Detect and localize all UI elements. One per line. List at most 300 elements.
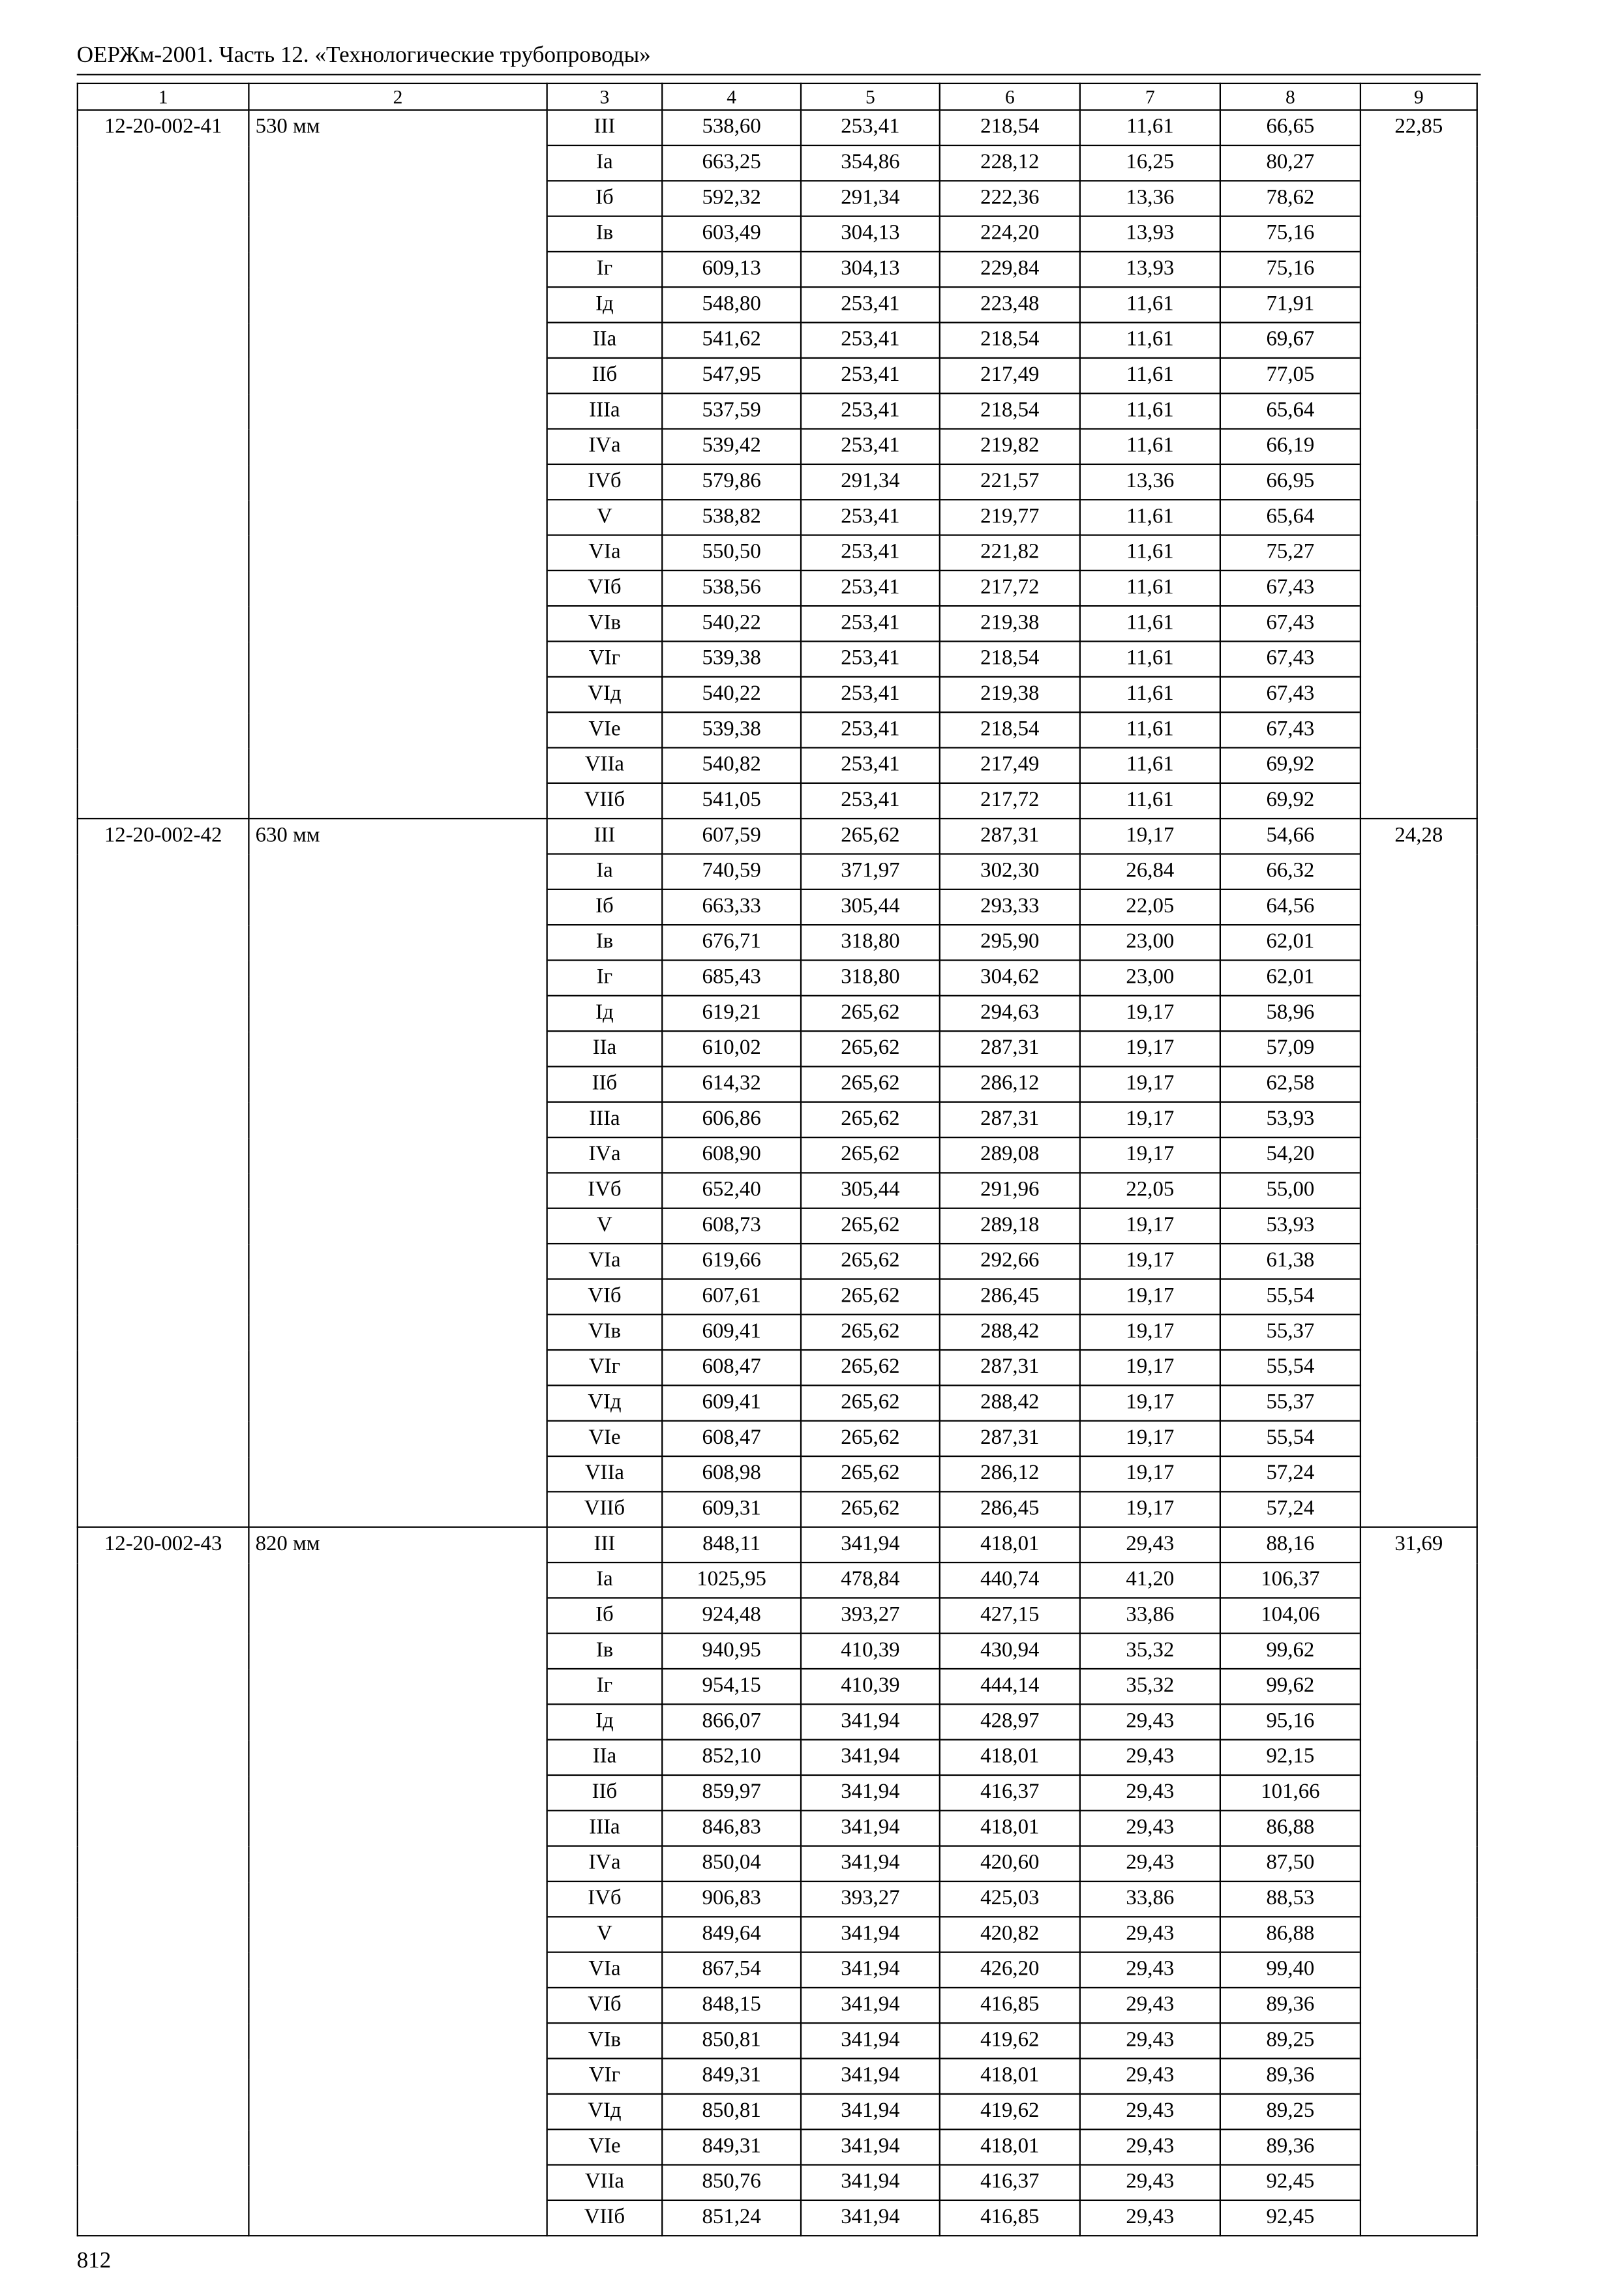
- col6-value-cell: 221,82: [940, 535, 1080, 571]
- col5-value-cell: 341,94: [801, 2165, 940, 2200]
- col4-value-cell: 537,59: [662, 393, 801, 428]
- col8-value-cell: 80,27: [1220, 145, 1361, 181]
- col4-value-cell: 538,82: [662, 500, 801, 535]
- variant-cell: VIа: [547, 1952, 663, 1988]
- col5-value-cell: 253,41: [801, 358, 940, 393]
- col6-value-cell: 418,01: [940, 1527, 1080, 1563]
- col8-value-cell: 99,62: [1220, 1634, 1361, 1669]
- variant-cell: IIб: [547, 358, 663, 393]
- variant-cell: V: [547, 1208, 663, 1244]
- col6-value-cell: 288,42: [940, 1315, 1080, 1350]
- col6-value-cell: 291,96: [940, 1173, 1080, 1208]
- col8-value-cell: 75,16: [1220, 252, 1361, 287]
- col7-value-cell: 19,17: [1080, 1350, 1220, 1385]
- col5-value-cell: 318,80: [801, 960, 940, 995]
- col8-value-cell: 57,24: [1220, 1456, 1361, 1491]
- col7-value-cell: 19,17: [1080, 1137, 1220, 1173]
- col7-value-cell: 29,43: [1080, 1952, 1220, 1988]
- variant-cell: IVб: [547, 1173, 663, 1208]
- variant-cell: Iг: [547, 960, 663, 995]
- column-number: 9: [1361, 83, 1477, 110]
- col6-value-cell: 287,31: [940, 1102, 1080, 1137]
- variant-cell: VIг: [547, 2059, 663, 2094]
- rate-code-cell: 12-20-002-42: [78, 818, 249, 1527]
- col5-value-cell: 341,94: [801, 1952, 940, 1988]
- col5-value-cell: 265,62: [801, 1137, 940, 1173]
- table-body: [78, 110, 1477, 2236]
- col8-value-cell: 71,91: [1220, 287, 1361, 322]
- col7-value-cell: 41,20: [1080, 1563, 1220, 1598]
- col8-value-cell: 88,53: [1220, 1881, 1361, 1917]
- col7-value-cell: 29,43: [1080, 1527, 1220, 1563]
- col7-value-cell: 19,17: [1080, 1279, 1220, 1314]
- col5-value-cell: 341,94: [801, 2129, 940, 2164]
- col8-value-cell: 106,37: [1220, 1563, 1361, 1598]
- col5-value-cell: 265,62: [801, 1385, 940, 1420]
- table-row: [78, 110, 1477, 145]
- col6-value-cell: 217,72: [940, 783, 1080, 818]
- col6-value-cell: 287,31: [940, 1031, 1080, 1066]
- col6-value-cell: 286,12: [940, 1066, 1080, 1101]
- column-number: 5: [801, 83, 940, 110]
- col8-value-cell: 89,25: [1220, 2023, 1361, 2058]
- col8-value-cell: 95,16: [1220, 1704, 1361, 1739]
- col7-value-cell: 11,61: [1080, 783, 1220, 818]
- col8-value-cell: 58,96: [1220, 996, 1361, 1031]
- col4-value-cell: 850,04: [662, 1846, 801, 1881]
- col4-value-cell: 608,73: [662, 1208, 801, 1244]
- col5-value-cell: 305,44: [801, 1173, 940, 1208]
- col6-value-cell: 418,01: [940, 1810, 1080, 1846]
- col4-value-cell: 608,47: [662, 1421, 801, 1456]
- col4-value-cell: 592,32: [662, 181, 801, 216]
- variant-cell: VIд: [547, 677, 663, 712]
- variant-cell: VIб: [547, 571, 663, 606]
- col5-value-cell: 341,94: [801, 1775, 940, 1810]
- col5-value-cell: 341,94: [801, 1988, 940, 2023]
- col7-value-cell: 11,61: [1080, 677, 1220, 712]
- pipe-diameter-cell: 530 мм: [248, 110, 547, 819]
- col7-value-cell: 11,61: [1080, 606, 1220, 641]
- col5-value-cell: 253,41: [801, 783, 940, 818]
- col4-value-cell: 608,47: [662, 1350, 801, 1385]
- col8-value-cell: 77,05: [1220, 358, 1361, 393]
- col7-value-cell: 29,43: [1080, 2165, 1220, 2200]
- table-row: [78, 818, 1477, 854]
- col5-value-cell: 341,94: [801, 1917, 940, 1952]
- col4-value-cell: 547,95: [662, 358, 801, 393]
- col5-value-cell: 265,62: [801, 1244, 940, 1279]
- col5-value-cell: 341,94: [801, 2200, 940, 2236]
- col8-value-cell: 65,64: [1220, 393, 1361, 428]
- col4-value-cell: 539,38: [662, 642, 801, 677]
- col6-value-cell: 444,14: [940, 1669, 1080, 1704]
- col6-value-cell: 418,01: [940, 2059, 1080, 2094]
- col4-value-cell: 924,48: [662, 1598, 801, 1633]
- variant-cell: Iб: [547, 890, 663, 925]
- variant-cell: Iв: [547, 217, 663, 252]
- col8-value-cell: 86,88: [1220, 1810, 1361, 1846]
- col7-value-cell: 33,86: [1080, 1598, 1220, 1633]
- col4-value-cell: 579,86: [662, 464, 801, 500]
- col5-value-cell: 253,41: [801, 535, 940, 571]
- col8-value-cell: 62,01: [1220, 925, 1361, 960]
- col4-value-cell: 609,13: [662, 252, 801, 287]
- col8-value-cell: 55,54: [1220, 1421, 1361, 1456]
- col8-value-cell: 61,38: [1220, 1244, 1361, 1279]
- col8-value-cell: 64,56: [1220, 890, 1361, 925]
- col5-value-cell: 253,41: [801, 323, 940, 358]
- col7-value-cell: 23,00: [1080, 960, 1220, 995]
- col5-value-cell: 410,39: [801, 1669, 940, 1704]
- col4-value-cell: 614,32: [662, 1066, 801, 1101]
- col8-value-cell: 53,93: [1220, 1102, 1361, 1137]
- col7-value-cell: 22,05: [1080, 1173, 1220, 1208]
- col5-value-cell: 265,62: [801, 1491, 940, 1527]
- col9-value-cell: 22,85: [1361, 110, 1477, 819]
- col8-value-cell: 67,43: [1220, 677, 1361, 712]
- col4-value-cell: 540,82: [662, 748, 801, 783]
- col7-value-cell: 29,43: [1080, 1704, 1220, 1739]
- col4-value-cell: 538,56: [662, 571, 801, 606]
- col7-value-cell: 11,61: [1080, 287, 1220, 322]
- col6-value-cell: 221,57: [940, 464, 1080, 500]
- col8-value-cell: 67,43: [1220, 642, 1361, 677]
- col4-value-cell: 849,31: [662, 2129, 801, 2164]
- variant-cell: IIа: [547, 1740, 663, 1775]
- col6-value-cell: 304,62: [940, 960, 1080, 995]
- variant-cell: Iг: [547, 252, 663, 287]
- col7-value-cell: 11,61: [1080, 500, 1220, 535]
- col5-value-cell: 253,41: [801, 677, 940, 712]
- column-number: 8: [1220, 83, 1361, 110]
- col4-value-cell: 541,62: [662, 323, 801, 358]
- variant-cell: Iг: [547, 1669, 663, 1704]
- col5-value-cell: 265,62: [801, 996, 940, 1031]
- col7-value-cell: 22,05: [1080, 890, 1220, 925]
- col7-value-cell: 29,43: [1080, 2200, 1220, 2236]
- pipe-diameter-cell: 630 мм: [248, 818, 547, 1527]
- col5-value-cell: 265,62: [801, 1066, 940, 1101]
- column-number: 7: [1080, 83, 1220, 110]
- variant-cell: Iб: [547, 181, 663, 216]
- col8-value-cell: 86,88: [1220, 1917, 1361, 1952]
- col7-value-cell: 29,43: [1080, 1740, 1220, 1775]
- col8-value-cell: 101,66: [1220, 1775, 1361, 1810]
- col8-value-cell: 69,92: [1220, 783, 1361, 818]
- variant-cell: IIб: [547, 1066, 663, 1101]
- col5-value-cell: 341,94: [801, 1810, 940, 1846]
- variant-cell: VIIа: [547, 748, 663, 783]
- variant-cell: VIг: [547, 642, 663, 677]
- col8-value-cell: 54,20: [1220, 1137, 1361, 1173]
- col7-value-cell: 29,43: [1080, 1917, 1220, 1952]
- variant-cell: Iа: [547, 145, 663, 181]
- variant-cell: VIе: [547, 1421, 663, 1456]
- variant-cell: III: [547, 1527, 663, 1563]
- col4-value-cell: 603,49: [662, 217, 801, 252]
- col8-value-cell: 87,50: [1220, 1846, 1361, 1881]
- variant-cell: IIIа: [547, 1102, 663, 1137]
- col8-value-cell: 88,16: [1220, 1527, 1361, 1563]
- col4-value-cell: 846,83: [662, 1810, 801, 1846]
- col5-value-cell: 265,62: [801, 1031, 940, 1066]
- col6-value-cell: 219,38: [940, 606, 1080, 641]
- col7-value-cell: 19,17: [1080, 1315, 1220, 1350]
- col6-value-cell: 219,82: [940, 429, 1080, 464]
- col4-value-cell: 540,22: [662, 606, 801, 641]
- variant-cell: Iа: [547, 854, 663, 889]
- variant-cell: VIIа: [547, 1456, 663, 1491]
- col8-value-cell: 54,66: [1220, 818, 1361, 854]
- pipe-diameter-cell: 820 мм: [248, 1527, 547, 2236]
- col4-value-cell: 850,76: [662, 2165, 801, 2200]
- col7-value-cell: 13,93: [1080, 217, 1220, 252]
- col8-value-cell: 78,62: [1220, 181, 1361, 216]
- col5-value-cell: 265,62: [801, 1208, 940, 1244]
- col4-value-cell: 539,38: [662, 712, 801, 747]
- col8-value-cell: 55,37: [1220, 1315, 1361, 1350]
- col4-value-cell: 1025,95: [662, 1563, 801, 1598]
- col5-value-cell: 265,62: [801, 1102, 940, 1137]
- col6-value-cell: 224,20: [940, 217, 1080, 252]
- col7-value-cell: 11,61: [1080, 110, 1220, 145]
- variant-cell: III: [547, 110, 663, 145]
- col5-value-cell: 253,41: [801, 429, 940, 464]
- variant-cell: V: [547, 1917, 663, 1952]
- col6-value-cell: 217,49: [940, 748, 1080, 783]
- col7-value-cell: 13,36: [1080, 464, 1220, 500]
- variant-cell: IIIа: [547, 1810, 663, 1846]
- col7-value-cell: 11,61: [1080, 429, 1220, 464]
- col6-value-cell: 294,63: [940, 996, 1080, 1031]
- col6-value-cell: 302,30: [940, 854, 1080, 889]
- col7-value-cell: 19,17: [1080, 996, 1220, 1031]
- col4-value-cell: 740,59: [662, 854, 801, 889]
- col4-value-cell: 663,25: [662, 145, 801, 181]
- col5-value-cell: 341,94: [801, 1846, 940, 1881]
- page-header-title: ОЕРЖм-2001. Часть 12. «Технологические трубопроводы»: [76, 42, 651, 68]
- col4-value-cell: 619,66: [662, 1244, 801, 1279]
- col6-value-cell: 416,85: [940, 2200, 1080, 2236]
- col8-value-cell: 65,64: [1220, 500, 1361, 535]
- variant-cell: VIIа: [547, 2165, 663, 2200]
- col8-value-cell: 92,45: [1220, 2165, 1361, 2200]
- col8-value-cell: 89,25: [1220, 2094, 1361, 2129]
- col5-value-cell: 478,84: [801, 1563, 940, 1598]
- col5-value-cell: 341,94: [801, 1704, 940, 1739]
- col7-value-cell: 19,17: [1080, 1456, 1220, 1491]
- col8-value-cell: 66,95: [1220, 464, 1361, 500]
- rate-code-cell: 12-20-002-43: [78, 1527, 249, 2236]
- variant-cell: VIе: [547, 712, 663, 747]
- col8-value-cell: 57,24: [1220, 1491, 1361, 1527]
- col5-value-cell: 265,62: [801, 818, 940, 854]
- col4-value-cell: 539,42: [662, 429, 801, 464]
- col6-value-cell: 425,03: [940, 1881, 1080, 1917]
- variant-cell: V: [547, 500, 663, 535]
- col7-value-cell: 29,43: [1080, 1810, 1220, 1846]
- col6-value-cell: 219,77: [940, 500, 1080, 535]
- col4-value-cell: 848,15: [662, 1988, 801, 2023]
- col7-value-cell: 11,61: [1080, 571, 1220, 606]
- variant-cell: IIIа: [547, 393, 663, 428]
- column-number: 1: [78, 83, 249, 110]
- col6-value-cell: 416,37: [940, 2165, 1080, 2200]
- variant-cell: III: [547, 818, 663, 854]
- variant-cell: IVб: [547, 464, 663, 500]
- col4-value-cell: 851,24: [662, 2200, 801, 2236]
- variant-cell: VIб: [547, 1988, 663, 2023]
- col8-value-cell: 104,06: [1220, 1598, 1361, 1633]
- col7-value-cell: 19,17: [1080, 1421, 1220, 1456]
- col7-value-cell: 29,43: [1080, 2129, 1220, 2164]
- variant-cell: VIд: [547, 2094, 663, 2129]
- variant-cell: Iд: [547, 287, 663, 322]
- col6-value-cell: 218,54: [940, 110, 1080, 145]
- col5-value-cell: 393,27: [801, 1881, 940, 1917]
- variant-cell: VIа: [547, 1244, 663, 1279]
- col5-value-cell: 265,62: [801, 1456, 940, 1491]
- col7-value-cell: 29,43: [1080, 2094, 1220, 2129]
- col8-value-cell: 89,36: [1220, 2059, 1361, 2094]
- col6-value-cell: 222,36: [940, 181, 1080, 216]
- col5-value-cell: 371,97: [801, 854, 940, 889]
- col8-value-cell: 55,00: [1220, 1173, 1361, 1208]
- col8-value-cell: 67,43: [1220, 606, 1361, 641]
- col4-value-cell: 954,15: [662, 1669, 801, 1704]
- col8-value-cell: 55,37: [1220, 1385, 1361, 1420]
- variant-cell: VIIб: [547, 2200, 663, 2236]
- col7-value-cell: 19,17: [1080, 1244, 1220, 1279]
- col5-value-cell: 253,41: [801, 606, 940, 641]
- col5-value-cell: 265,62: [801, 1350, 940, 1385]
- col8-value-cell: 66,65: [1220, 110, 1361, 145]
- col6-value-cell: 223,48: [940, 287, 1080, 322]
- col6-value-cell: 287,31: [940, 1350, 1080, 1385]
- col7-value-cell: 29,43: [1080, 1846, 1220, 1881]
- col8-value-cell: 69,67: [1220, 323, 1361, 358]
- col8-value-cell: 92,15: [1220, 1740, 1361, 1775]
- col7-value-cell: 16,25: [1080, 145, 1220, 181]
- col4-value-cell: 906,83: [662, 1881, 801, 1917]
- col5-value-cell: 341,94: [801, 2023, 940, 2058]
- col4-value-cell: 867,54: [662, 1952, 801, 1988]
- col7-value-cell: 11,61: [1080, 358, 1220, 393]
- col5-value-cell: 291,34: [801, 464, 940, 500]
- col8-value-cell: 99,62: [1220, 1669, 1361, 1704]
- col7-value-cell: 29,43: [1080, 2023, 1220, 2058]
- col6-value-cell: 416,85: [940, 1988, 1080, 2023]
- col7-value-cell: 19,17: [1080, 1102, 1220, 1137]
- col7-value-cell: 19,17: [1080, 1385, 1220, 1420]
- col6-value-cell: 427,15: [940, 1598, 1080, 1633]
- col6-value-cell: 418,01: [940, 1740, 1080, 1775]
- variant-cell: Iв: [547, 1634, 663, 1669]
- col4-value-cell: 849,31: [662, 2059, 801, 2094]
- col6-value-cell: 286,45: [940, 1279, 1080, 1314]
- col4-value-cell: 548,80: [662, 287, 801, 322]
- col4-value-cell: 850,81: [662, 2023, 801, 2058]
- col6-value-cell: 229,84: [940, 252, 1080, 287]
- col8-value-cell: 69,92: [1220, 748, 1361, 783]
- col4-value-cell: 848,11: [662, 1527, 801, 1563]
- col8-value-cell: 67,43: [1220, 571, 1361, 606]
- col6-value-cell: 293,33: [940, 890, 1080, 925]
- col6-value-cell: 228,12: [940, 145, 1080, 181]
- col4-value-cell: 606,86: [662, 1102, 801, 1137]
- col4-value-cell: 850,81: [662, 2094, 801, 2129]
- col6-value-cell: 287,31: [940, 1421, 1080, 1456]
- variant-cell: IIб: [547, 1775, 663, 1810]
- col6-value-cell: 420,82: [940, 1917, 1080, 1952]
- col4-value-cell: 676,71: [662, 925, 801, 960]
- col6-value-cell: 218,54: [940, 393, 1080, 428]
- variant-cell: VIв: [547, 2023, 663, 2058]
- col5-value-cell: 253,41: [801, 571, 940, 606]
- col4-value-cell: 550,50: [662, 535, 801, 571]
- col5-value-cell: 341,94: [801, 1527, 940, 1563]
- rate-code-cell: 12-20-002-41: [78, 110, 249, 819]
- variant-cell: VIг: [547, 1350, 663, 1385]
- col6-value-cell: 217,49: [940, 358, 1080, 393]
- col8-value-cell: 62,01: [1220, 960, 1361, 995]
- col7-value-cell: 13,36: [1080, 181, 1220, 216]
- col6-value-cell: 286,45: [940, 1491, 1080, 1527]
- col9-value-cell: 31,69: [1361, 1527, 1477, 2236]
- variant-cell: VIIб: [547, 1491, 663, 1527]
- col5-value-cell: 410,39: [801, 1634, 940, 1669]
- column-number: 3: [547, 83, 663, 110]
- col8-value-cell: 67,43: [1220, 712, 1361, 747]
- variant-cell: VIд: [547, 1385, 663, 1420]
- col6-value-cell: 288,42: [940, 1385, 1080, 1420]
- page-number: 812: [76, 2248, 112, 2273]
- col7-value-cell: 19,17: [1080, 1208, 1220, 1244]
- col8-value-cell: 62,58: [1220, 1066, 1361, 1101]
- col6-value-cell: 295,90: [940, 925, 1080, 960]
- variant-cell: Iб: [547, 1598, 663, 1633]
- col8-value-cell: 75,27: [1220, 535, 1361, 571]
- col6-value-cell: 419,62: [940, 2023, 1080, 2058]
- col7-value-cell: 23,00: [1080, 925, 1220, 960]
- col5-value-cell: 253,41: [801, 642, 940, 677]
- col7-value-cell: 26,84: [1080, 854, 1220, 889]
- col7-value-cell: 19,17: [1080, 818, 1220, 854]
- variant-cell: IIа: [547, 1031, 663, 1066]
- col7-value-cell: 29,43: [1080, 1988, 1220, 2023]
- col7-value-cell: 11,61: [1080, 393, 1220, 428]
- col4-value-cell: 852,10: [662, 1740, 801, 1775]
- variant-cell: Iв: [547, 925, 663, 960]
- col5-value-cell: 253,41: [801, 287, 940, 322]
- col4-value-cell: 652,40: [662, 1173, 801, 1208]
- col4-value-cell: 849,64: [662, 1917, 801, 1952]
- col6-value-cell: 218,54: [940, 712, 1080, 747]
- column-number: 4: [662, 83, 801, 110]
- col4-value-cell: 541,05: [662, 783, 801, 818]
- col4-value-cell: 940,95: [662, 1634, 801, 1669]
- col8-value-cell: 75,16: [1220, 217, 1361, 252]
- col6-value-cell: 428,97: [940, 1704, 1080, 1739]
- col4-value-cell: 663,33: [662, 890, 801, 925]
- col6-value-cell: 440,74: [940, 1563, 1080, 1598]
- col7-value-cell: 19,17: [1080, 1066, 1220, 1101]
- col4-value-cell: 619,21: [662, 996, 801, 1031]
- col7-value-cell: 19,17: [1080, 1031, 1220, 1066]
- col4-value-cell: 609,41: [662, 1385, 801, 1420]
- col5-value-cell: 318,80: [801, 925, 940, 960]
